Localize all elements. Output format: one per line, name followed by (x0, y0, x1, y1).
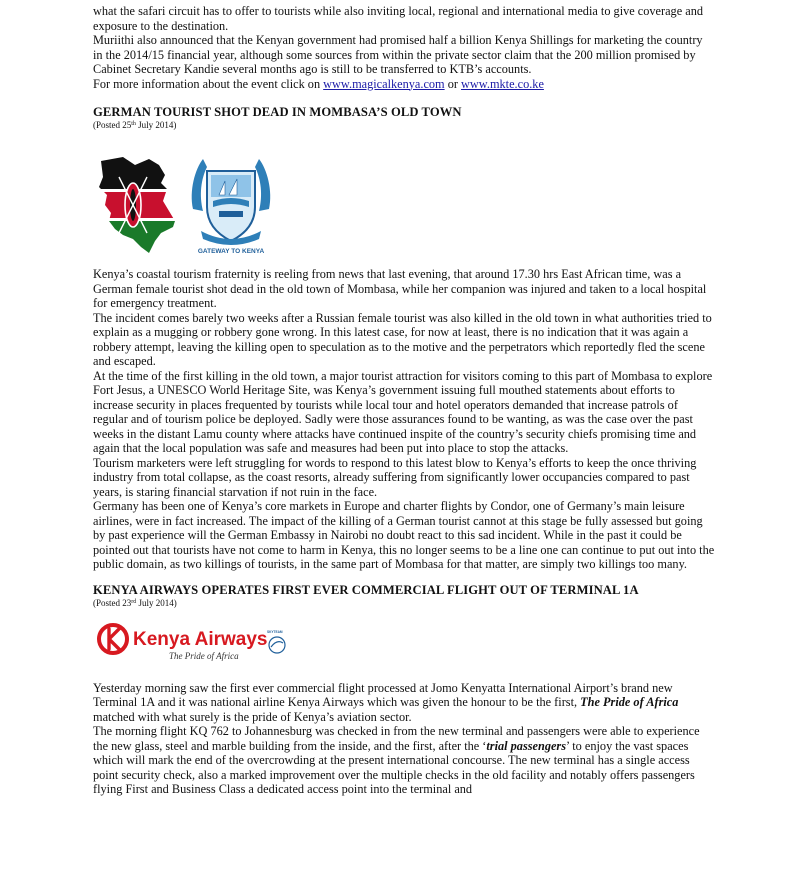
kenya-airways-logo-area (93, 621, 715, 671)
kenya-airways-tagline: The Pride of Africa (169, 650, 239, 661)
article-kenya-airways-header (93, 583, 715, 609)
article-paragraph: Tourism marketers were left struggling for words to respond to this latest blow to Kenya’s efforts to keep the once thriving industry from total collapse, as the coast resorts, already suffering from significantly lower occupancies compared to past years, is staring financial starvation if not ruin in the face. (93, 455, 697, 499)
posted-date (93, 120, 715, 131)
magicalkenya-link[interactable]: www.magicalkenya.com (323, 76, 445, 91)
gateway-to-kenya-emblem-image (185, 151, 277, 257)
intro-paragraph-1: what the safari circuit has to offer to tourists while also inviting local, regional and international media to give coverage and exposure to the destination. (93, 4, 703, 33)
posted-suffix: July 2014) (135, 120, 177, 130)
posted-prefix: (Posted 23 (93, 597, 132, 608)
pride-of-africa-emphasis: The Pride of Africa (580, 695, 679, 709)
article-images (93, 145, 715, 263)
paragraph-text: matched with what surely is the pride of Kenya’s aviation sector. (93, 709, 412, 724)
paragraph-text: Yesterday morning saw the first ever commercial flight processed at Jomo Kenyatta International Airport’s brand new Terminal 1A and it was national airline Kenya Airways which was given the honour to be the first, (93, 680, 673, 709)
article-paragraph (93, 681, 715, 725)
intro-link-prefix: For more information about the event click on (93, 76, 324, 91)
skyteam-icon (269, 637, 285, 653)
posted-date (93, 598, 715, 609)
emblem-caption: GATEWAY TO KENYA (197, 248, 265, 255)
article-german-tourist-body (93, 267, 715, 572)
kenya-airways-logo (97, 621, 293, 665)
posted-sup: th (131, 121, 136, 127)
article-kenya-airways-body (93, 681, 715, 797)
posted-sup: rd (131, 598, 137, 605)
intro-paragraph-2: Muriithi also announced that the Kenyan government had promised half a billion Kenya Shillings for marketing the country in the 2014/15 financial year, although some sources from within the private sector claim that the 200 million promised by Cabinet Secretary Kandie several months ago is still to be transferred to KTB’s accounts. (93, 33, 703, 76)
article-paragraph: The incident comes barely two weeks after a Russian female tourist was also killed in the old town in what authorities tried to explain as a mugging or robbery gone wrong. In this latest case, for now at least, there is no indication that it was again a robbery attempt, leaving the killing open to speculation as to the motive and the perpetrators which reportedly fled the scene and escaped. (93, 310, 712, 368)
paragraph-text: ’ to enjoy the vast spaces which will mark the end of the overcrowding at the present international concourse. The new terminal has a single access point security check, also a marked improvement over the multiple checks in the old facility and notably offers passengers flying First and Business Class a dedicated access point into the terminal and (93, 738, 695, 796)
kenya-airways-wordmark: Kenya Airways (133, 628, 268, 650)
article-paragraph: At the time of the first killing in the old town, a major tourist attraction for visitors coming to this part of Mombasa to explore Fort Jesus, a UNESCO World Heritage Site, was Kenya’s government issuing full mouthed statements about efforts to increase security in places frequented by tourists while local tour and hotel operators demanded that increase patrols of regular and of tourism police be deployed. Sadly were those assurances found to be wanting, as was the case over the past weeks in the distant Lamu county where attacks have continued inspite of the country’s security chiefs promising time and again that the local population was safe and measures had been put into place to stop the attacks. (93, 368, 713, 455)
kenya-map-flag-image (95, 155, 179, 255)
document-page (93, 0, 715, 797)
trial-passengers-emphasis: trial passengers (486, 738, 566, 753)
skyteam-label: SKYTEAM (267, 629, 283, 634)
posted-suffix: July 2014) (136, 597, 177, 608)
article-german-tourist-header (93, 105, 715, 131)
paragraph-text: The morning flight KQ 762 to Johannesburg was checked in from the new terminal and passengers were able to experience the new glass, steel and marble building from the inside, and the first, after the ‘ (93, 724, 700, 753)
article-paragraph (93, 724, 715, 797)
posted-prefix: (Posted 25 (93, 120, 132, 130)
intro-link-or: or (444, 76, 462, 91)
intro-section (93, 0, 715, 91)
article-paragraph: Germany has been one of Kenya’s core markets in Europe and charter flights by Condor, one of Germany’s main leisure airlines, were in fact increased. The impact of the killing of a German tourist cannot at this stage be fully assessed but going by past experience will the German Embassy in Nairobi no doubt react to this sad incident. While in the past it could be pointed out that tourists have not come to harm in Kenya, this no longer seems to be a line one can continue to put out into the public domain, as two killings of tourists, in the same part of Mombasa for that matter, are simply two killings too many. (93, 499, 715, 571)
intro-paragraph-3 (93, 77, 715, 92)
mkte-link[interactable]: www.mkte.co.ke (461, 76, 544, 91)
article-paragraph: Kenya’s coastal tourism fraternity is reeling from news that last evening, that around 17.30 hrs East African time, was a German female tourist shot dead in the old town of Mombasa, while her companion was injured and taken to a local hospital for emergency treatment. (93, 267, 707, 310)
article-title: KENYA AIRWAYS OPERATES FIRST EVER COMMERCIAL FLIGHT OUT OF TERMINAL 1A (93, 582, 639, 597)
article-title: GERMAN TOURIST SHOT DEAD IN MOMBASA’S OLD TOWN (93, 105, 462, 119)
